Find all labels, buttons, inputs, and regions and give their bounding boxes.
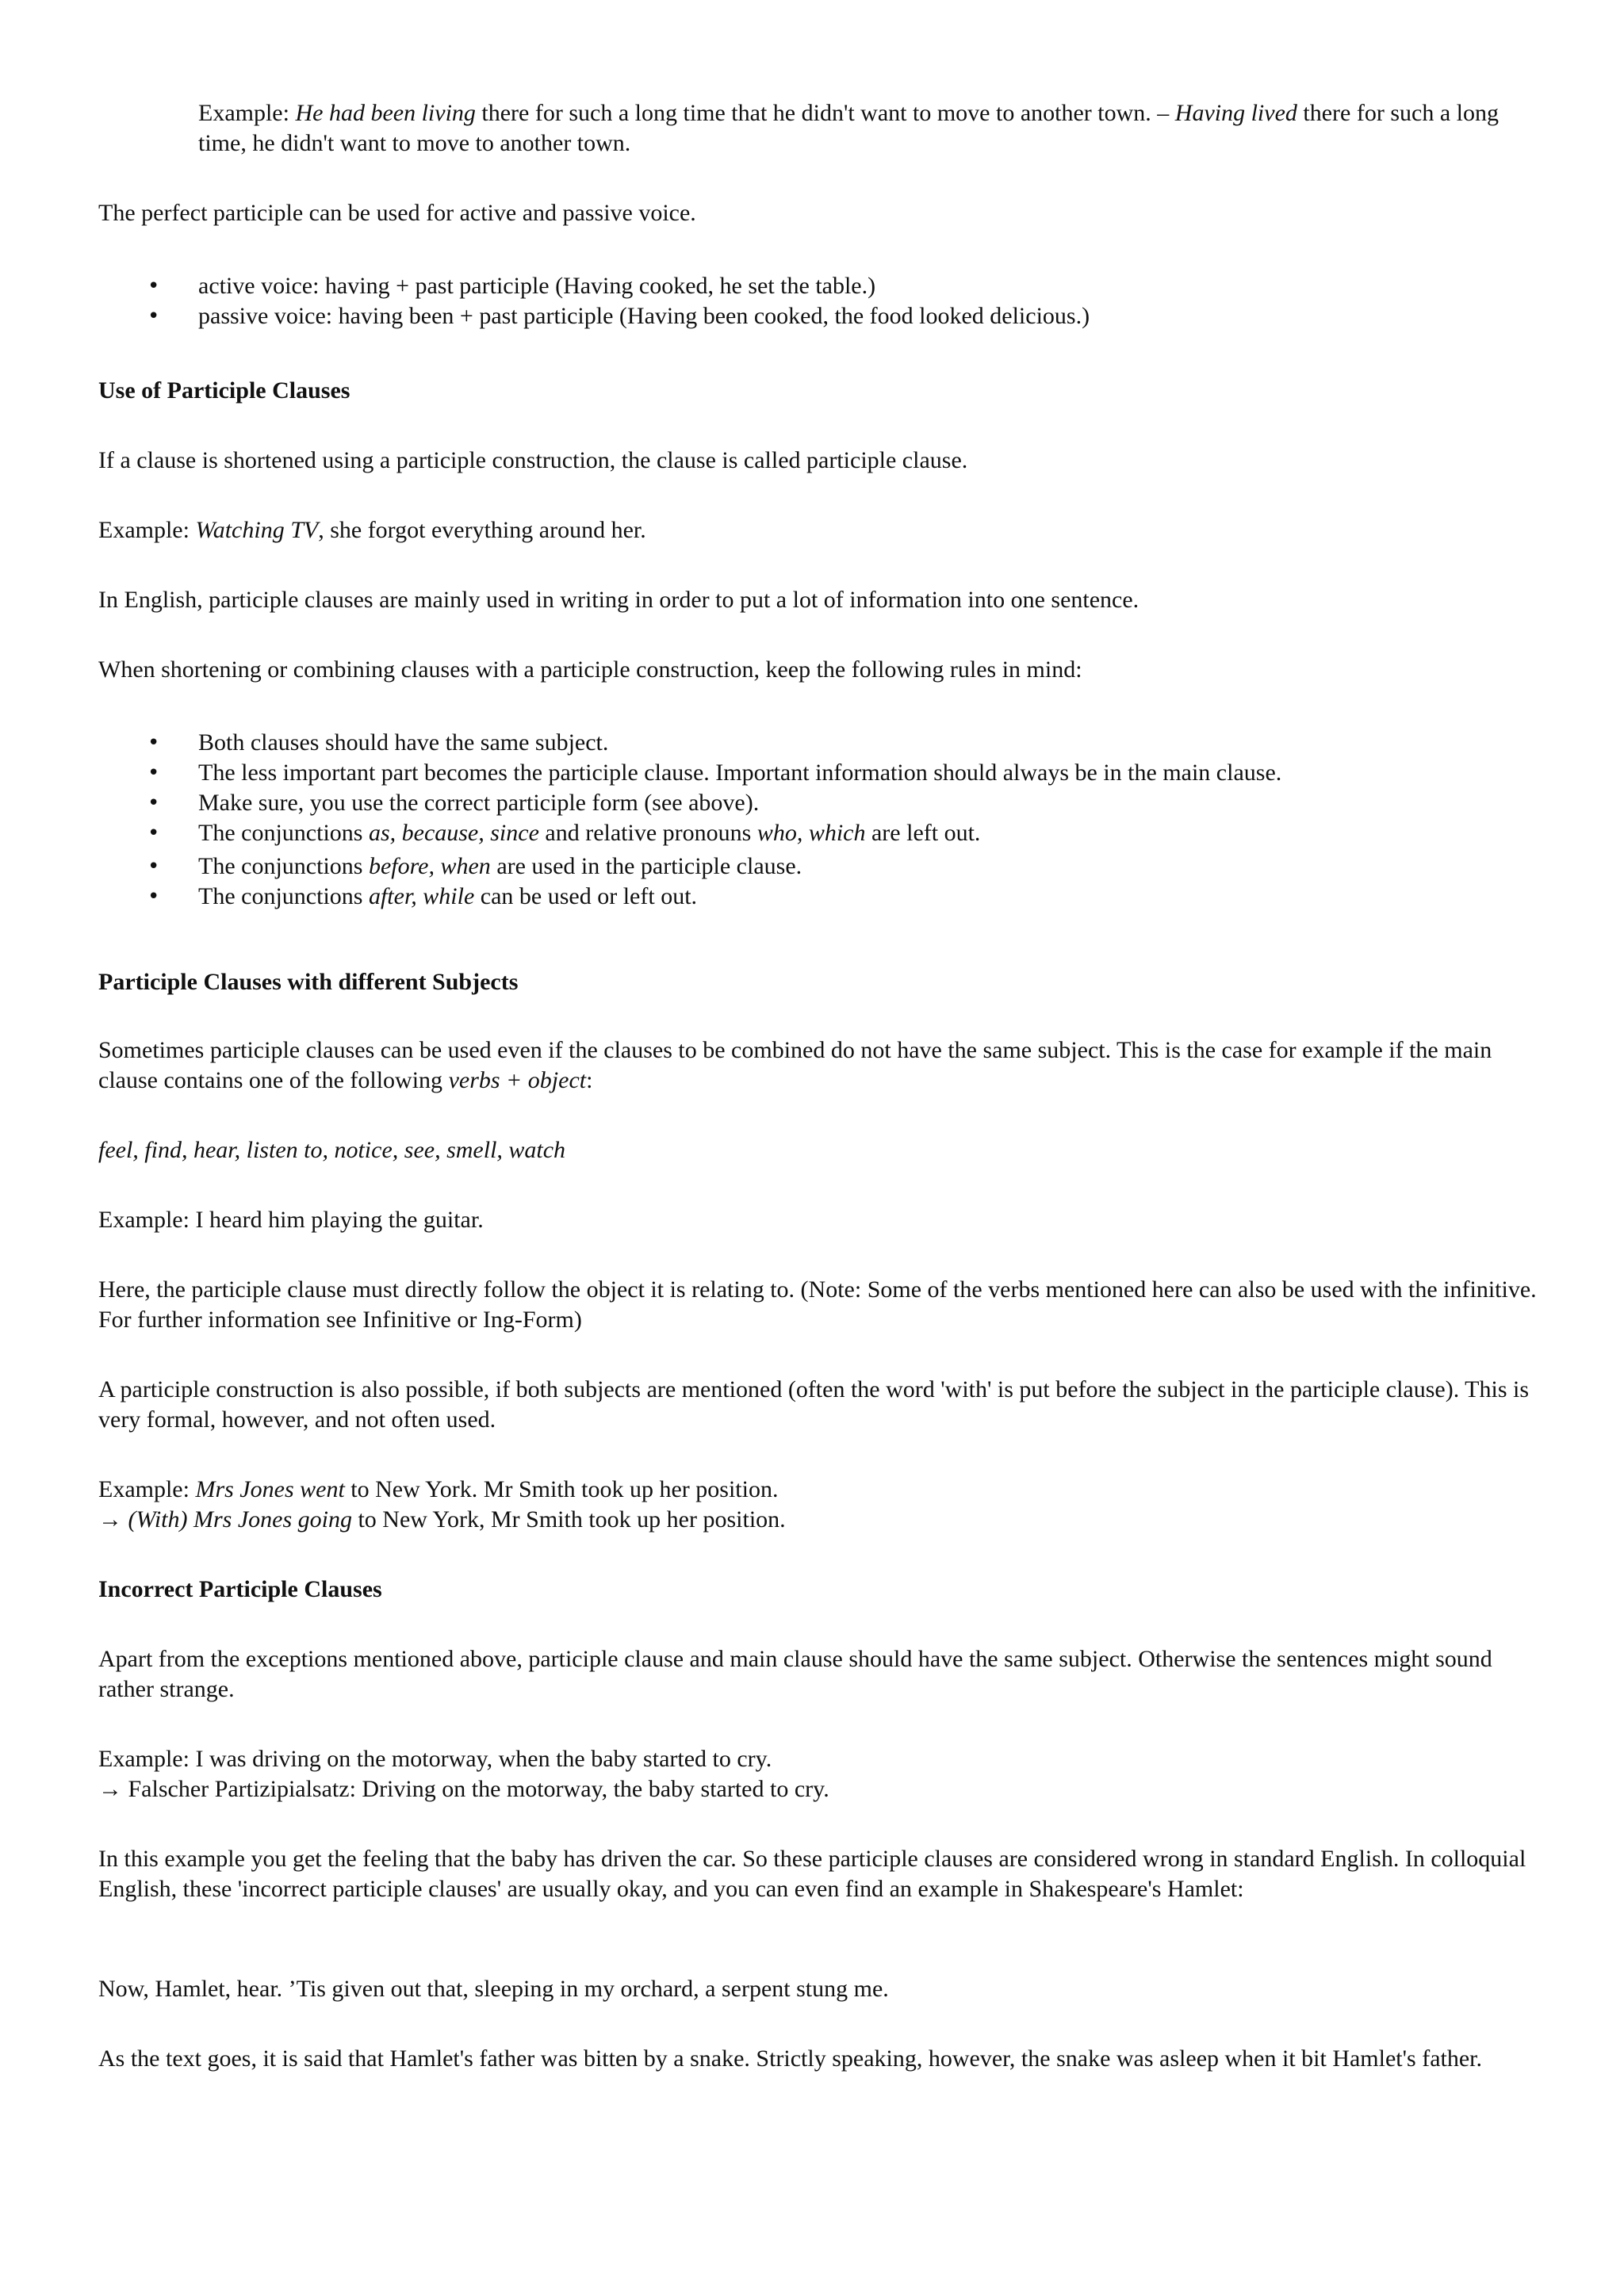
example-watching-tv — [98, 515, 1542, 545]
use-paragraph-1: If a clause is shortened using a participle construction, the clause is called participle clause. — [98, 447, 968, 473]
rule-italic: as, because, since — [368, 820, 539, 846]
list-item-passive-voice: • passive voice: having been + past participle (Having been cooked, the food looked delicious.) — [98, 301, 1542, 331]
rule-text: The conjunctions — [198, 820, 369, 846]
rule-conjunctions-used — [98, 851, 1542, 882]
rule-italic: who, which — [756, 820, 866, 846]
example-heard-him: Example: I heard him playing the guitar. — [98, 1207, 484, 1233]
example-text: there for such a long time that he didn't want to move to another town. – — [475, 100, 1175, 126]
heading-different-subjects: Participle Clauses with different Subjects — [98, 969, 519, 995]
example-text: , she forgot everything around her. — [318, 517, 646, 543]
use-paragraph-3: When shortening or combining clauses with a participle construction, keep the following rules in mind: — [98, 656, 1082, 683]
rule-less-important: • The less important part becomes the participle clause. Important information should always be in the main clause. — [98, 758, 1542, 788]
rule-conjunctions-optional — [98, 882, 1542, 912]
rule-text: The conjunctions — [198, 853, 369, 879]
example-line-2: → Falscher Partizipialsatz: Driving on the motorway, the baby started to cry. — [98, 1776, 829, 1802]
different-subjects-paragraph-2: Here, the participle clause must directly follow the object it is relating to. (Note: Some of the verbs mentioned here can also be used with the infinitive. For further information see Infinitive or Ing-Form) — [98, 1276, 1537, 1333]
example-italic: Watching TV — [195, 517, 319, 543]
different-subjects-paragraph-1 — [98, 1035, 1542, 1096]
different-subjects-paragraph-3: A participle construction is also possible, if both subjects are mentioned (often the word 'with' is put before the subject in the participle clause). This is very formal, however, and not often used. — [98, 1376, 1529, 1433]
use-paragraph-2: In English, participle clauses are mainly used in writing in order to put a lot of information into one sentence. — [98, 587, 1139, 613]
rule-italic: after, while — [368, 883, 475, 909]
example-mrs-jones — [98, 1475, 1542, 1535]
rule-text: The conjunctions — [198, 883, 369, 909]
rule-text: can be used or left out. — [474, 883, 698, 909]
example-italic: Mrs Jones went — [195, 1476, 345, 1502]
paragraph-italic: verbs + object — [448, 1067, 587, 1093]
incorrect-paragraph-3: As the text goes, it is said that Hamlet's father was bitten by a snake. Strictly speaking, however, the snake was asleep when it bit Hamlet's father. — [98, 2045, 1482, 2072]
rule-conjunctions-left-out — [98, 818, 1542, 848]
paragraph-text-end: : — [586, 1067, 593, 1093]
rule-text: are used in the participle clause. — [490, 853, 802, 879]
example-italic-past-perfect: He had been living — [295, 100, 476, 126]
verbs-list-text: feel, find, hear, listen to, notice, see, smell, watch — [98, 1137, 566, 1163]
perfect-participle-intro: The perfect participle can be used for active and passive voice. — [98, 200, 696, 226]
example-label: Example: — [98, 1476, 196, 1502]
heading-incorrect-participle-clauses: Incorrect Participle Clauses — [98, 1576, 382, 1602]
incorrect-paragraph-1: Apart from the exceptions mentioned above, participle clause and main clause should have the same subject. Otherwise the sentences might sound rather strange. — [98, 1646, 1492, 1702]
example-having-lived — [198, 98, 1546, 159]
hamlet-quote: Now, Hamlet, hear. ’Tis given out that, sleeping in my orchard, a serpent stung me. — [98, 1976, 889, 2002]
rule-text: are left out. — [865, 820, 981, 846]
example-italic-having-lived: Having lived — [1174, 100, 1297, 126]
voice-list — [98, 271, 1542, 331]
rule-text: and relative pronouns — [538, 820, 757, 846]
heading-use-of-participle-clauses: Use of Participle Clauses — [98, 377, 350, 404]
incorrect-paragraph-2: In this example you get the feeling that the baby has driven the car. So these participle clauses are considered wrong in standard English. In colloquial English, these 'incorrect participle clauses' are usually okay, and you can even find an example in Shakespeare's Hamlet: — [98, 1846, 1526, 1902]
example-text-end: there for such a long time, he didn't want to move to another town. — [198, 100, 1499, 156]
rule-italic: before, when — [368, 853, 491, 879]
example-label: Example: — [198, 100, 296, 126]
rule-correct-form: • Make sure, you use the correct participle form (see above). — [98, 788, 1542, 818]
rules-list — [98, 728, 1542, 912]
example-text: to New York. Mr Smith took up her position. — [344, 1476, 779, 1502]
example-label: Example: — [98, 517, 196, 543]
rule-same-subject: • Both clauses should have the same subject. — [98, 728, 1542, 758]
example-driving-motorway — [98, 1744, 1542, 1804]
example-text-end: to New York, Mr Smith took up her position. — [351, 1506, 786, 1533]
example-line-1: Example: I was driving on the motorway, when the baby started to cry. — [98, 1746, 772, 1772]
list-item-active-voice: • active voice: having + past participle (Having cooked, he set the table.) — [98, 271, 1542, 301]
paragraph-text: Sometimes participle clauses can be used even if the clauses to be combined do not have the same subject. This is the case for example if the main clause contains one of the following — [98, 1037, 1492, 1093]
example-italic-arrow: → (With) Mrs Jones going — [98, 1506, 352, 1533]
verbs-list — [98, 1135, 1542, 1165]
